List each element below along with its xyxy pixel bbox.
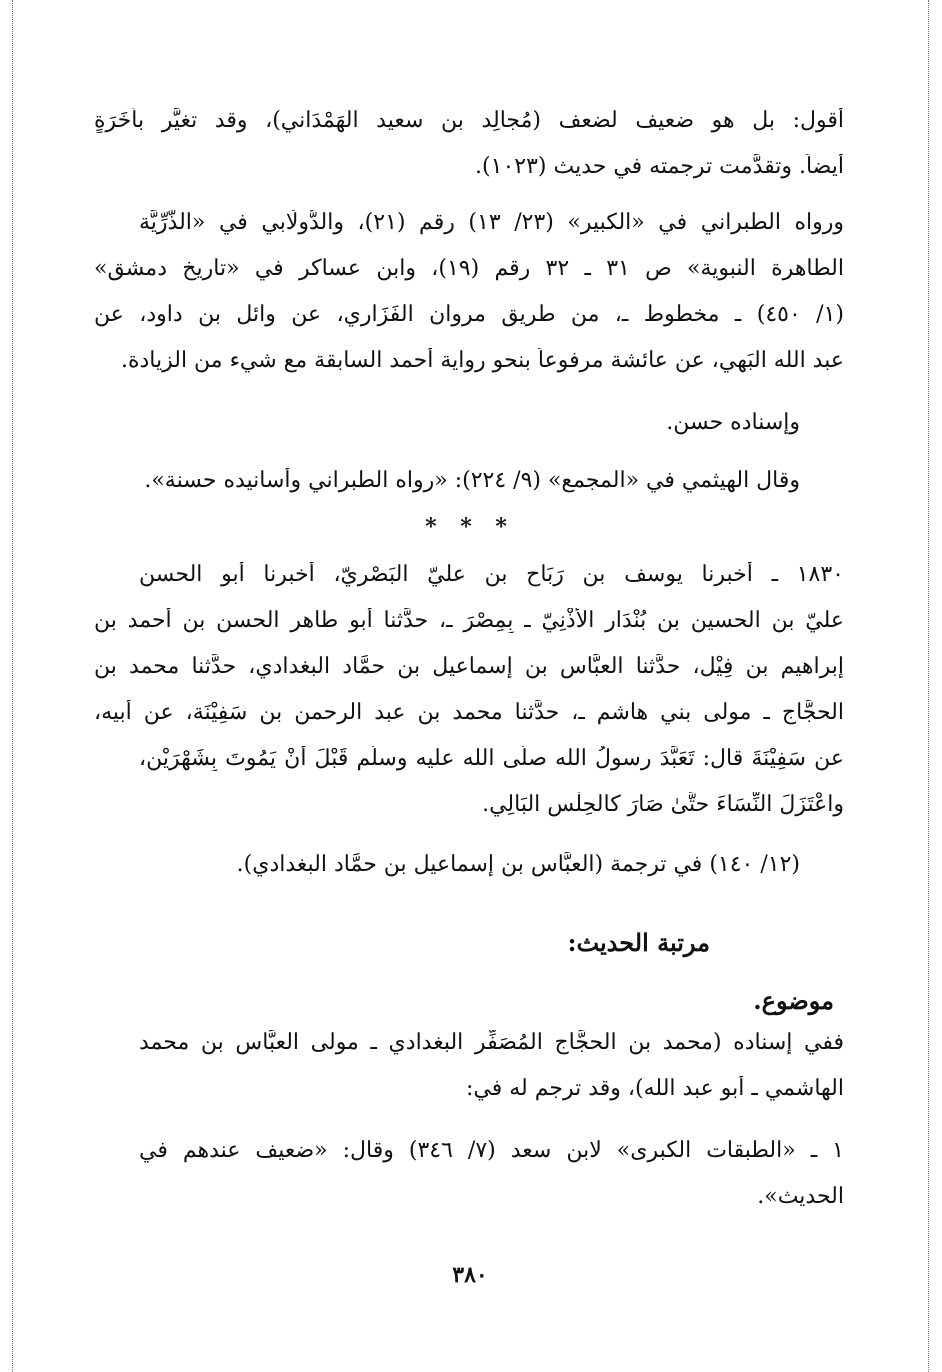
paragraph-1-line-2: أيضاً. وتقدَّمت ترجمته في حديث (١٠٢٣). [475,154,844,179]
paragraph-1-line-1: أقول: بل هو ضعيف لضعف (مُجالِد بن سعيد الهَمْدَاني)، وقد تغيَّر بأَخَرَةٍ [94,108,844,133]
paragraph-9-line-1: ١ ـ «الطبقات الكبرى» لابن سعد (٧/ ٣٤٦) وقال: «ضعيف عندهم في [139,1138,844,1163]
page-number: ٣٨٠ [452,1262,488,1288]
paragraph-4-line-1: وقال الهيثمي في «المجمع» (٩/ ٢٢٤): «رواه الطبراني وأسانيده حسنة». [144,468,800,493]
paragraph-2-line-2: الطاهرة النبوية» ص ٣١ ـ ٣٢ رقم (١٩)، وابن عساكر في «تاريخ دمشق» [94,256,844,281]
paragraph-9-line-2: الحديث». [757,1184,844,1209]
paragraph-5-line-1: ١٨٣٠ ـ أخبرنا يوسف بن رَبَاح بن عليّ البَصْرِيّ، أخبرنا أبو الحسن [139,562,844,587]
section-heading: مرتبة الحديث: [567,928,710,957]
paragraph-2-line-4: عبد الله البَهِي، عن عائشة مرفوعاً بنحو رواية أحمد السابقة مع شيء من الزيادة. [120,348,844,373]
paragraph-6-line-2: واعْتَزَلَ النِّسَاءَ حتَّىٰ صَارَ كالحِلْسِ البَالِي. [482,792,844,817]
paragraph-5-line-2: عليّ بن الحسين بن بُنْدَار الأَذْنِيّ ـ بِمِصْرَ ـ، حدَّثنا أبو طاهر الحسن بن أحمد بن [94,608,844,633]
scan-edge-left [12,0,13,1372]
scan-edge-right [928,0,929,1372]
section-separator: * * * [425,514,515,540]
paragraph-2-line-1: ورواه الطبراني في «الكبير» (٢٣/ ١٣) رقم (٢١)، والدُّولَابي في «الذُّرِّيَّة [139,210,844,235]
paragraph-5-line-4: الحجَّاج ـ مولى بني هاشم ـ، حدَّثنا محمد بن عبد الرحمن بن سَفِيْنَة، عن أبيه، [94,700,844,725]
paragraph-7-line-1: (١٢/ ١٤٠) في ترجمة (العبَّاس بن إسماعيل بن حمَّاد البغدادي). [236,852,800,877]
hadith-grade: موضوع. [753,986,834,1015]
paragraph-8-line-2: الهاشمي ـ أبو عبد الله)، وقد ترجم له في: [466,1076,844,1101]
paragraph-8-line-1: ففي إسناده (محمد بن الحجَّاج المُصَفِّر البغدادي ـ مولى العبَّاس بن محمد [139,1030,844,1055]
paragraph-2-line-3: (١/ ٤٥٠) ـ مخطوط ـ، من طريق مروان الفَزَاري، عن وائل بن داود، عن [94,302,844,327]
paragraph-5-line-3: إبراهيم بن فِيْل، حدَّثنا العبَّاس بن إسماعيل بن حمَّاد البغدادي، حدَّثنا محمد بن [94,654,844,679]
paragraph-3-line-1: وإسناده حسن. [666,410,800,435]
paragraph-6-line-1: عن سَفِيْنَةَ قال: تَعَبَّدَ رسولُ الله صلَّى الله عليه وسلَّم قَبْلَ أَنْ يَمُوتَ بِشَهْرَيْنِ، [139,746,844,771]
